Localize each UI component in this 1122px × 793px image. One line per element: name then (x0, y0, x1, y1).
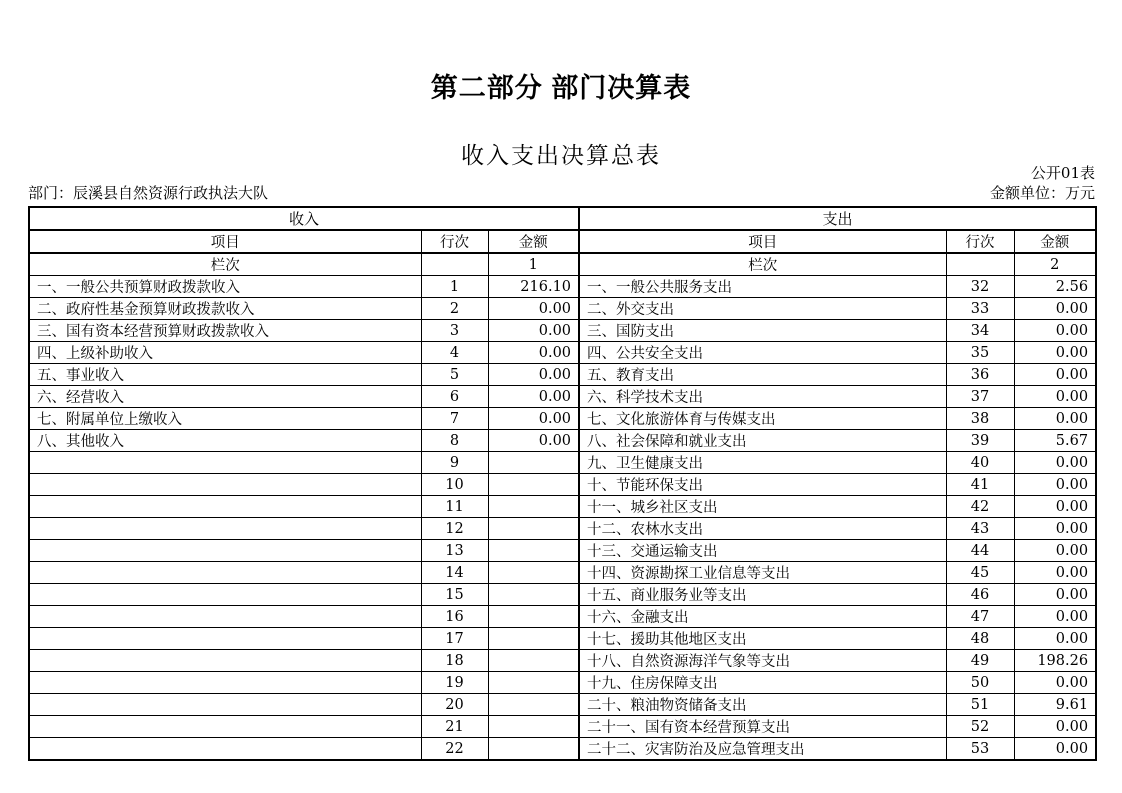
income-rownum-cell: 22 (421, 738, 488, 761)
expense-item-cell: 十六、金融支出 (579, 606, 946, 628)
income-rownum-cell: 19 (421, 672, 488, 694)
income-amount-cell: 0.00 (488, 430, 579, 452)
part-title: 第二部分 部门决算表 (430, 73, 692, 103)
expense-amount-cell: 0.00 (1014, 672, 1096, 694)
income-item-cell (29, 584, 421, 606)
expense-item-cell: 二十、粮油物资储备支出 (579, 694, 946, 716)
expense-amount-cell: 198.26 (1014, 650, 1096, 672)
income-item-cell (29, 606, 421, 628)
income-item-header: 项目 (29, 230, 421, 253)
expense-column-number: 2 (1014, 253, 1096, 276)
income-rownum-cell: 11 (421, 496, 488, 518)
expense-rownum-cell: 40 (946, 452, 1014, 474)
income-amount-cell (488, 716, 579, 738)
expense-amount-cell: 0.00 (1014, 320, 1096, 342)
expense-item-cell: 十一、城乡社区支出 (579, 496, 946, 518)
expense-rownum-cell: 45 (946, 562, 1014, 584)
expense-rownum-cell: 42 (946, 496, 1014, 518)
expense-item-cell: 二十一、国有资本经营预算支出 (579, 716, 946, 738)
income-rownum-cell: 7 (421, 408, 488, 430)
income-section-header: 收入 (29, 207, 579, 230)
table-row (29, 408, 1096, 430)
income-rownum-cell: 1 (421, 276, 488, 298)
table-row (29, 628, 1096, 650)
income-rownum-cell: 13 (421, 540, 488, 562)
expense-amount-cell: 0.00 (1014, 474, 1096, 496)
income-amount-header: 金额 (488, 230, 579, 253)
table-row (29, 540, 1096, 562)
income-item-cell (29, 694, 421, 716)
income-amount-cell (488, 672, 579, 694)
income-item-cell: 一、一般公共预算财政拨款收入 (29, 276, 421, 298)
income-rownum-cell: 4 (421, 342, 488, 364)
expense-rownum-cell: 38 (946, 408, 1014, 430)
table-row (29, 562, 1096, 584)
expense-item-cell: 四、公共安全支出 (579, 342, 946, 364)
table-row (29, 694, 1096, 716)
expense-rownum-cell: 46 (946, 584, 1014, 606)
expense-amount-header: 金额 (1014, 230, 1096, 253)
expense-item-cell: 九、卫生健康支出 (579, 452, 946, 474)
income-amount-cell: 0.00 (488, 408, 579, 430)
expense-index-label: 栏次 (579, 253, 946, 276)
income-amount-cell: 0.00 (488, 386, 579, 408)
expense-rownum-cell: 44 (946, 540, 1014, 562)
expense-rownum-cell: 49 (946, 650, 1014, 672)
revenue-expenditure-table (28, 206, 1097, 761)
income-amount-cell: 0.00 (488, 364, 579, 386)
expense-item-cell: 十八、自然资源海洋气象等支出 (579, 650, 946, 672)
expense-rownum-cell: 34 (946, 320, 1014, 342)
meta-line (28, 184, 1095, 203)
income-item-cell: 六、经营收入 (29, 386, 421, 408)
expense-rownum-cell: 33 (946, 298, 1014, 320)
expense-item-cell: 二、外交支出 (579, 298, 946, 320)
expense-rownum-cell: 35 (946, 342, 1014, 364)
expense-amount-cell: 5.67 (1014, 430, 1096, 452)
income-rownum-cell: 8 (421, 430, 488, 452)
table-row (29, 276, 1096, 298)
expense-amount-cell: 0.00 (1014, 496, 1096, 518)
expense-rownum-cell: 32 (946, 276, 1014, 298)
column-header-row (29, 230, 1096, 253)
income-rownum-cell: 9 (421, 452, 488, 474)
expense-amount-cell: 0.00 (1014, 540, 1096, 562)
income-amount-cell (488, 694, 579, 716)
income-item-cell (29, 452, 421, 474)
income-item-cell (29, 496, 421, 518)
income-rownum-cell: 15 (421, 584, 488, 606)
table-row (29, 452, 1096, 474)
table-row (29, 298, 1096, 320)
income-amount-cell: 0.00 (488, 298, 579, 320)
expense-item-cell: 二十二、灾害防治及应急管理支出 (579, 738, 946, 761)
expense-rownum-cell: 48 (946, 628, 1014, 650)
table-row (29, 606, 1096, 628)
income-amount-cell (488, 540, 579, 562)
table-row (29, 364, 1096, 386)
expense-item-cell: 十七、援助其他地区支出 (579, 628, 946, 650)
income-item-cell (29, 650, 421, 672)
income-amount-cell (488, 606, 579, 628)
income-item-cell: 五、事业收入 (29, 364, 421, 386)
income-rownum-cell: 5 (421, 364, 488, 386)
income-rownum-cell: 10 (421, 474, 488, 496)
income-item-cell (29, 738, 421, 761)
expense-amount-cell: 0.00 (1014, 606, 1096, 628)
income-rownum-cell: 20 (421, 694, 488, 716)
expense-amount-cell: 0.00 (1014, 716, 1096, 738)
expense-rownum-cell: 37 (946, 386, 1014, 408)
table-row (29, 518, 1096, 540)
income-amount-cell: 216.10 (488, 276, 579, 298)
income-item-cell (29, 518, 421, 540)
expense-item-cell: 十三、交通运输支出 (579, 540, 946, 562)
income-item-cell (29, 716, 421, 738)
expense-amount-cell: 0.00 (1014, 452, 1096, 474)
expense-item-cell: 十五、商业服务业等支出 (579, 584, 946, 606)
income-item-cell: 三、国有资本经营预算财政拨款收入 (29, 320, 421, 342)
income-item-cell (29, 474, 421, 496)
income-amount-cell (488, 650, 579, 672)
section-header-row (29, 207, 1096, 230)
table-title: 收入支出决算总表 (461, 143, 661, 169)
income-amount-cell (488, 738, 579, 761)
income-rownum-cell: 14 (421, 562, 488, 584)
income-amount-cell (488, 562, 579, 584)
table-row (29, 716, 1096, 738)
expense-index-rownum-cell (946, 253, 1014, 276)
expense-amount-cell: 0.00 (1014, 386, 1096, 408)
table-row (29, 672, 1096, 694)
income-amount-cell (488, 474, 579, 496)
expense-rownum-cell: 39 (946, 430, 1014, 452)
expense-amount-cell: 0.00 (1014, 738, 1096, 761)
income-item-cell: 八、其他收入 (29, 430, 421, 452)
income-item-cell (29, 562, 421, 584)
expense-amount-cell: 0.00 (1014, 408, 1096, 430)
expense-amount-cell: 0.00 (1014, 584, 1096, 606)
income-amount-cell (488, 584, 579, 606)
table-row (29, 474, 1096, 496)
expense-rownum-cell: 36 (946, 364, 1014, 386)
table-row (29, 738, 1096, 761)
table-row (29, 496, 1096, 518)
expense-rownum-cell: 43 (946, 518, 1014, 540)
income-item-cell (29, 540, 421, 562)
expense-amount-cell: 0.00 (1014, 562, 1096, 584)
income-rownum-cell: 21 (421, 716, 488, 738)
expense-item-cell: 五、教育支出 (579, 364, 946, 386)
income-rownum-header: 行次 (421, 230, 488, 253)
column-index-row (29, 253, 1096, 276)
income-rownum-cell: 6 (421, 386, 488, 408)
expense-rownum-cell: 52 (946, 716, 1014, 738)
department-label: 部门：辰溪县自然资源行政执法大队 (28, 184, 269, 202)
table-row (29, 342, 1096, 364)
income-index-rownum-cell (421, 253, 488, 276)
expense-amount-cell: 0.00 (1014, 518, 1096, 540)
expense-item-cell: 十二、农林水支出 (579, 518, 946, 540)
expense-item-cell: 八、社会保障和就业支出 (579, 430, 946, 452)
table-row (29, 650, 1096, 672)
table-row (29, 584, 1096, 606)
income-item-cell (29, 628, 421, 650)
expense-item-cell: 七、文化旅游体育与传媒支出 (579, 408, 946, 430)
table-row (29, 320, 1096, 342)
income-amount-cell (488, 496, 579, 518)
unit-label: 金额单位：万元 (989, 184, 1095, 202)
expense-item-cell: 六、科学技术支出 (579, 386, 946, 408)
income-rownum-cell: 12 (421, 518, 488, 540)
income-amount-cell (488, 628, 579, 650)
income-amount-cell: 0.00 (488, 320, 579, 342)
income-amount-cell (488, 452, 579, 474)
expense-item-cell: 十四、资源勘探工业信息等支出 (579, 562, 946, 584)
expense-rownum-cell: 47 (946, 606, 1014, 628)
income-item-cell: 七、附属单位上缴收入 (29, 408, 421, 430)
expense-amount-cell: 0.00 (1014, 364, 1096, 386)
expense-item-cell: 十、节能环保支出 (579, 474, 946, 496)
table-body (29, 276, 1096, 761)
income-amount-cell: 0.00 (488, 342, 579, 364)
expense-amount-cell: 9.61 (1014, 694, 1096, 716)
income-item-cell (29, 672, 421, 694)
income-amount-cell (488, 518, 579, 540)
expense-rownum-cell: 53 (946, 738, 1014, 761)
expense-amount-cell: 0.00 (1014, 342, 1096, 364)
income-item-cell: 二、政府性基金预算财政拨款收入 (29, 298, 421, 320)
expense-section-header: 支出 (579, 207, 1096, 230)
income-rownum-cell: 18 (421, 650, 488, 672)
income-rownum-cell: 17 (421, 628, 488, 650)
expense-amount-cell: 0.00 (1014, 298, 1096, 320)
expense-rownum-cell: 41 (946, 474, 1014, 496)
income-rownum-cell: 3 (421, 320, 488, 342)
income-rownum-cell: 16 (421, 606, 488, 628)
expense-item-header: 项目 (579, 230, 946, 253)
table-row (29, 430, 1096, 452)
income-rownum-cell: 2 (421, 298, 488, 320)
income-item-cell: 四、上级补助收入 (29, 342, 421, 364)
table-code: 公开01表 (1030, 164, 1095, 182)
expense-item-cell: 三、国防支出 (579, 320, 946, 342)
expense-rownum-cell: 50 (946, 672, 1014, 694)
expense-rownum-header: 行次 (946, 230, 1014, 253)
income-column-number: 1 (488, 253, 579, 276)
expense-rownum-cell: 51 (946, 694, 1014, 716)
income-index-label: 栏次 (29, 253, 421, 276)
expense-item-cell: 一、一般公共服务支出 (579, 276, 946, 298)
table-row (29, 386, 1096, 408)
document-body (28, 164, 1095, 761)
expense-amount-cell: 0.00 (1014, 628, 1096, 650)
expense-amount-cell: 2.56 (1014, 276, 1096, 298)
expense-item-cell: 十九、住房保障支出 (579, 672, 946, 694)
